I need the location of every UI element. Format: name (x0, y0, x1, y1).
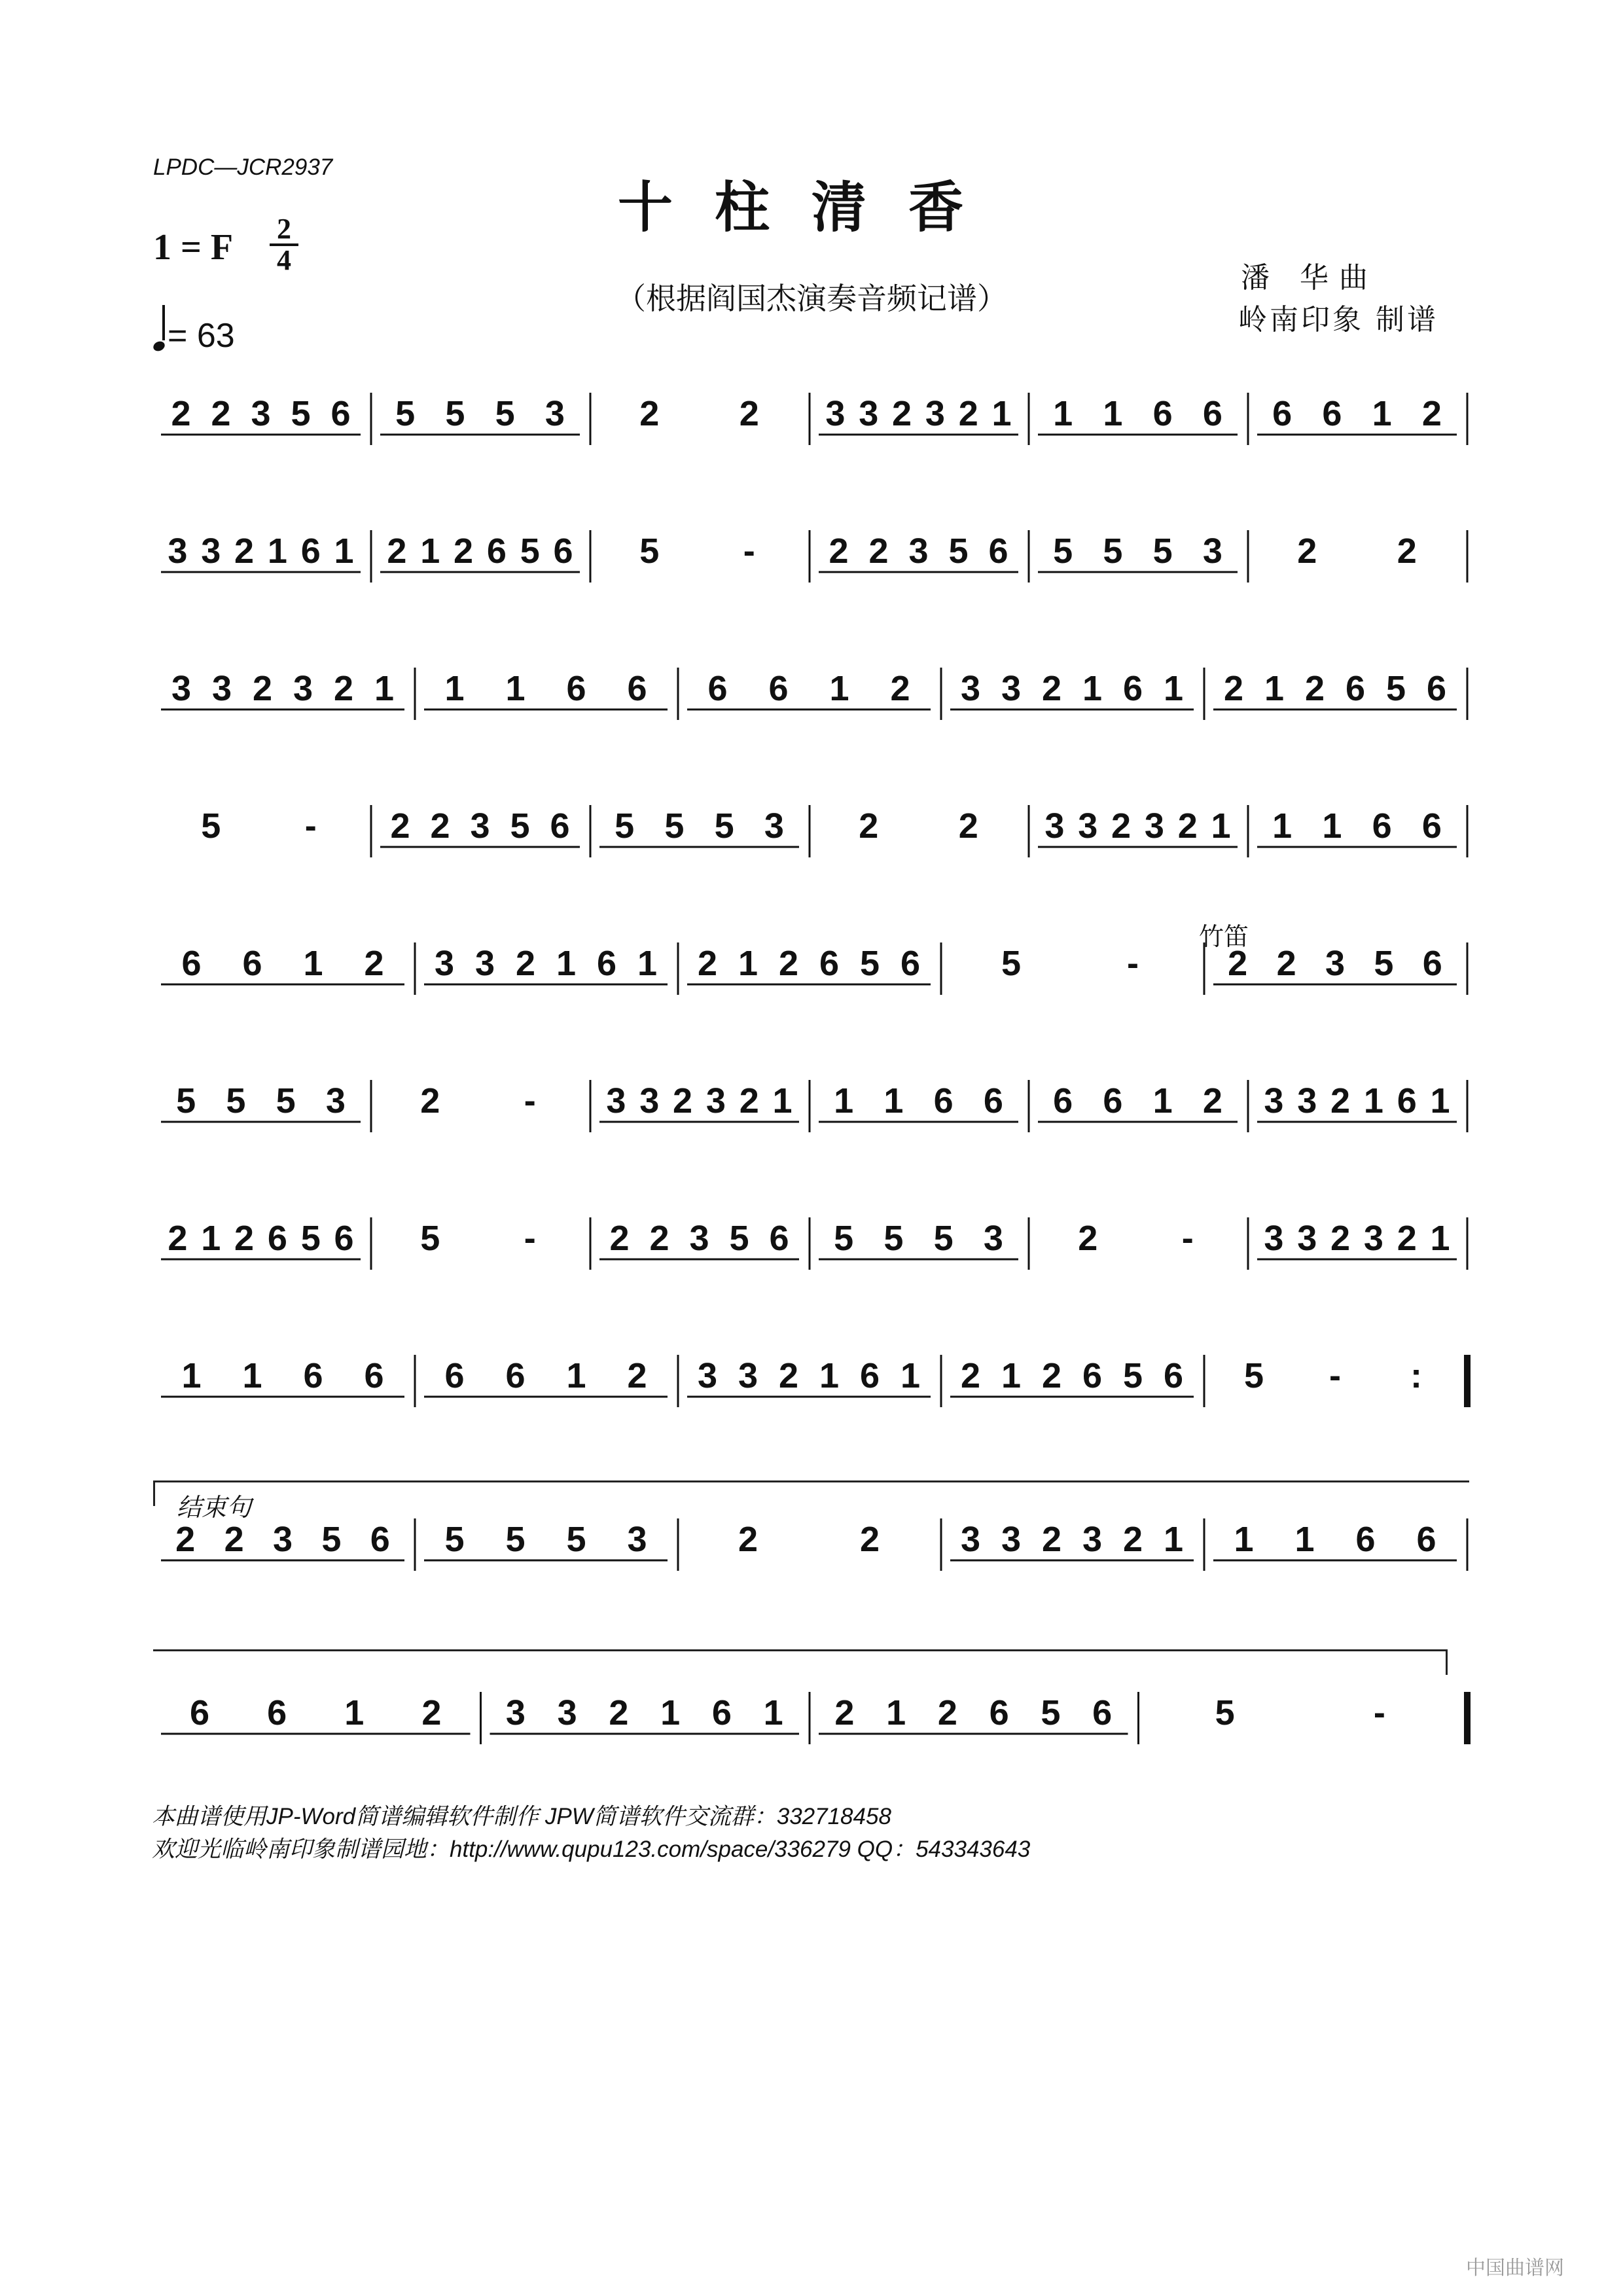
note: 6 (988, 531, 1008, 571)
note: 5 (1122, 1356, 1143, 1395)
note: 3 (293, 669, 313, 708)
note: 2 (890, 669, 910, 708)
note: 3 (908, 531, 929, 571)
note: 5 (445, 394, 465, 433)
note: 2 (673, 1081, 693, 1121)
note: 2 (1397, 531, 1417, 571)
note: 6 (1082, 1356, 1103, 1395)
note: 5 (1243, 1356, 1264, 1395)
note: 2 (1122, 1520, 1143, 1559)
note: 3 (859, 394, 879, 433)
note: 1 (738, 944, 758, 983)
note: 3 (1363, 1219, 1383, 1258)
note: 6 (444, 1356, 465, 1395)
note: 1 (181, 1356, 202, 1395)
note: 5 (834, 1219, 854, 1258)
note: 1 (829, 669, 849, 708)
note: 2 (430, 806, 450, 846)
ending-bracket (153, 1480, 1469, 1506)
note: 2 (958, 394, 978, 433)
note: 6 (900, 944, 921, 983)
note: 1 (444, 669, 465, 708)
note: 1 (1152, 1081, 1173, 1121)
note: 6 (267, 1219, 287, 1258)
note: 2 (421, 1693, 442, 1732)
note: 2 (609, 1219, 630, 1258)
note: 1 (1163, 1520, 1184, 1559)
note: 2 (1228, 944, 1248, 983)
note: 2 (1041, 669, 1062, 708)
note: 6 (242, 944, 262, 983)
note: 2 (420, 1081, 440, 1121)
note: 3 (697, 1356, 718, 1395)
note: 2 (387, 531, 407, 571)
note: 2 (1223, 669, 1244, 708)
note: 6 (1053, 1081, 1073, 1121)
note: 2 (697, 944, 718, 983)
note: 3 (201, 531, 221, 571)
key-signature: 1 = F (153, 227, 234, 268)
note: 6 (1397, 1081, 1417, 1121)
arranger: 岭南印象 制谱 (1238, 303, 1438, 336)
note: 6 (486, 531, 507, 571)
note: - (1373, 1693, 1385, 1732)
note: 5 (714, 806, 734, 846)
note: : (1410, 1356, 1422, 1395)
note: 3 (211, 669, 232, 708)
note: 5 (495, 394, 515, 433)
note: 3 (627, 1520, 647, 1559)
note: 5 (883, 1219, 904, 1258)
note: 6 (1421, 806, 1442, 846)
note: 6 (1416, 1520, 1436, 1559)
note: 2 (937, 1693, 957, 1732)
note: 2 (639, 394, 660, 433)
note: 2 (778, 1356, 799, 1395)
note: 2 (859, 1520, 880, 1559)
note: 2 (454, 531, 474, 571)
note: 1 (1001, 1356, 1022, 1395)
note: 6 (1272, 394, 1293, 433)
note: 3 (1297, 1081, 1317, 1121)
note: 2 (829, 531, 849, 571)
note: 2 (1421, 394, 1442, 433)
note: 6 (769, 1219, 789, 1258)
footer-line-2: 欢迎光临岭南印象制谱园地：http://www.qupu123.com/space/336279 QQ：543343643 (152, 1837, 1031, 1862)
note: 5 (1103, 531, 1123, 571)
note: 6 (370, 1520, 390, 1559)
note: 5 (664, 806, 685, 846)
note: 1 (1163, 669, 1184, 708)
note: - (1329, 1356, 1341, 1395)
note: 6 (334, 1219, 354, 1258)
note: 5 (1215, 1693, 1235, 1732)
note: 6 (1092, 1693, 1113, 1732)
note: 2 (252, 669, 273, 708)
note: 1 (886, 1693, 906, 1732)
note: 6 (364, 1356, 384, 1395)
note: 5 (510, 806, 530, 846)
note: 2 (1041, 1356, 1062, 1395)
note: - (524, 1081, 536, 1121)
note: 6 (190, 1693, 210, 1732)
note: 1 (1082, 669, 1103, 708)
note: 2 (171, 394, 191, 433)
note: 5 (1385, 669, 1406, 708)
note: 5 (1152, 531, 1173, 571)
note: 1 (834, 1081, 854, 1121)
note-stem (162, 305, 165, 340)
note: 6 (1422, 944, 1442, 983)
note: 2 (1111, 806, 1132, 846)
note: 2 (234, 531, 255, 571)
note: 1 (637, 944, 658, 983)
note: 1 (900, 1356, 921, 1395)
time-signature-top: 2 (277, 213, 291, 245)
note: 2 (1078, 1219, 1098, 1258)
note: 2 (1276, 944, 1296, 983)
note: - (524, 1219, 536, 1258)
note: 1 (1363, 1081, 1383, 1121)
note: 5 (1001, 944, 1022, 983)
score-row (154, 386, 1470, 458)
note: 5 (520, 531, 540, 571)
note: 3 (1264, 1219, 1284, 1258)
note: 2 (627, 1356, 647, 1395)
note: 6 (1355, 1520, 1376, 1559)
note: 1 (1234, 1520, 1254, 1559)
note: 2 (364, 944, 384, 983)
note: 3 (474, 944, 495, 983)
note: 6 (550, 806, 570, 846)
note: 6 (553, 531, 573, 571)
note: 6 (1322, 394, 1342, 433)
note: 5 (276, 1081, 296, 1121)
note: 6 (596, 944, 617, 983)
note: 3 (434, 944, 455, 983)
note: 6 (1426, 669, 1447, 708)
note: 5 (933, 1219, 954, 1258)
note: 2 (1297, 531, 1317, 571)
note: 1 (566, 1356, 586, 1395)
note: 1 (1272, 806, 1293, 846)
note: 2 (1202, 1081, 1222, 1121)
note: 1 (1103, 394, 1123, 433)
note: 2 (168, 1219, 188, 1258)
note: 5 (444, 1520, 465, 1559)
time-signature-bottom: 4 (277, 244, 291, 276)
note: 6 (989, 1693, 1009, 1732)
tempo-value: = 63 (168, 317, 235, 355)
note: 1 (883, 1081, 904, 1121)
note: 5 (321, 1520, 342, 1559)
note: 3 (171, 669, 192, 708)
note: 6 (711, 1693, 732, 1732)
note: 6 (1372, 806, 1392, 846)
note: 3 (1001, 1520, 1022, 1559)
note: 6 (983, 1081, 1003, 1121)
note: 5 (1374, 944, 1394, 983)
note: 3 (1325, 944, 1346, 983)
note: 6 (303, 1356, 323, 1395)
note: 2 (892, 394, 912, 433)
note: 3 (606, 1081, 626, 1121)
note: 1 (1053, 394, 1073, 433)
note: 1 (334, 531, 354, 571)
note: 1 (1294, 1520, 1315, 1559)
note: 2 (834, 1693, 855, 1732)
note: 5 (615, 806, 635, 846)
note: 3 (1144, 806, 1164, 846)
note: - (1181, 1219, 1194, 1258)
note: 1 (303, 944, 323, 983)
note: 1 (991, 394, 1012, 433)
note: 1 (420, 531, 440, 571)
note: 2 (333, 669, 354, 708)
note: 6 (505, 1356, 526, 1395)
page-title: 十柱清香 (617, 175, 1005, 240)
note: 3 (544, 394, 565, 433)
note: 6 (707, 669, 728, 708)
note: 6 (181, 944, 202, 983)
note: 6 (1345, 669, 1366, 708)
note: 1 (374, 669, 395, 708)
note: 1 (660, 1693, 681, 1732)
note: 1 (242, 1356, 262, 1395)
note: 5 (639, 531, 660, 571)
note: 2 (778, 944, 799, 983)
note: 3 (983, 1219, 1003, 1258)
note: 2 (868, 531, 889, 571)
subtitle: （根据阎国杰演奏音频记谱） (616, 281, 1007, 316)
score-row (154, 1073, 1470, 1145)
note: 3 (505, 1693, 526, 1732)
note: 1 (1430, 1081, 1450, 1121)
score-row (154, 524, 1470, 596)
note: 5 (226, 1081, 246, 1121)
note: 5 (948, 531, 969, 571)
note: 2 (224, 1520, 244, 1559)
score-row (154, 1211, 1470, 1283)
note: 3 (470, 806, 490, 846)
time-signature (270, 213, 298, 276)
note: 2 (1304, 669, 1325, 708)
note: 2 (958, 806, 978, 846)
note: 2 (234, 1219, 255, 1258)
note: 1 (344, 1693, 365, 1732)
note: 1 (1322, 806, 1342, 846)
score-code: LPDC—JCR2937 (153, 154, 333, 180)
note: 3 (168, 531, 188, 571)
ending-bracket-close (153, 1649, 1448, 1675)
note: 2 (739, 1081, 759, 1121)
note: 2 (609, 1693, 629, 1732)
note: - (1127, 944, 1139, 983)
note: 5 (291, 394, 311, 433)
score-row (154, 1685, 1470, 1757)
note: 6 (300, 531, 321, 571)
note: 1 (1430, 1219, 1450, 1258)
note: 2 (390, 806, 410, 846)
instrument-label: 竹笛 (1199, 922, 1249, 951)
note: 3 (689, 1219, 709, 1258)
note: 5 (859, 944, 880, 983)
score-row (154, 1512, 1470, 1584)
note: 2 (1330, 1081, 1351, 1121)
note: 6 (1122, 669, 1143, 708)
score-row (154, 936, 1470, 1008)
note: 5 (1053, 531, 1073, 571)
note: 5 (395, 394, 416, 433)
ending-label: 结束句 (177, 1493, 252, 1522)
note: 5 (566, 1520, 586, 1559)
note: 6 (819, 944, 840, 983)
note: 5 (1041, 1693, 1061, 1732)
composer: 潘 华曲 (1241, 261, 1378, 295)
note: 2 (738, 1520, 758, 1559)
note: 2 (859, 806, 879, 846)
score-row (154, 1348, 1470, 1420)
note: 3 (705, 1081, 726, 1121)
note: 2 (1041, 1520, 1062, 1559)
note: 3 (1297, 1219, 1317, 1258)
note: 3 (825, 394, 846, 433)
note: 1 (1211, 806, 1231, 846)
note: 6 (1202, 394, 1222, 433)
note: 3 (1044, 806, 1065, 846)
note: 3 (960, 669, 981, 708)
note: 6 (267, 1693, 287, 1732)
note: 3 (1264, 1081, 1284, 1121)
quarter-note-icon (152, 340, 166, 353)
note: 3 (764, 806, 784, 846)
note: 1 (556, 944, 577, 983)
note: 3 (557, 1693, 577, 1732)
note: 1 (1264, 669, 1285, 708)
footer-line-1: 本曲谱使用JP-Word简谱编辑软件制作 JPW简谱软件交流群：332718458 (152, 1804, 891, 1829)
note: 1 (819, 1356, 840, 1395)
note: 5 (505, 1520, 526, 1559)
note: 2 (515, 944, 536, 983)
note: 5 (729, 1219, 749, 1258)
note: 1 (505, 669, 526, 708)
note: 3 (1078, 806, 1098, 846)
tempo-marking (153, 312, 235, 355)
note: 1 (1372, 394, 1392, 433)
note: 3 (738, 1356, 758, 1395)
note: 6 (859, 1356, 880, 1395)
note: 2 (649, 1219, 669, 1258)
note: 6 (768, 669, 789, 708)
note: 3 (272, 1520, 293, 1559)
note: 5 (176, 1081, 196, 1121)
note: 3 (1082, 1520, 1103, 1559)
note: 2 (960, 1356, 981, 1395)
note: 3 (925, 394, 945, 433)
note: 3 (251, 394, 271, 433)
note: 3 (325, 1081, 346, 1121)
note: - (743, 531, 755, 571)
note: 6 (330, 394, 351, 433)
note: 2 (175, 1520, 196, 1559)
note: 3 (639, 1081, 660, 1121)
note: 6 (933, 1081, 954, 1121)
note: 2 (739, 394, 759, 433)
note: 1 (772, 1081, 793, 1121)
note: 2 (1330, 1219, 1351, 1258)
note: 3 (1001, 669, 1022, 708)
note: 1 (201, 1219, 221, 1258)
score-row (154, 798, 1470, 870)
score-row (154, 661, 1470, 733)
note: 6 (1103, 1081, 1123, 1121)
watermark-logo: 中国曲谱网 (1466, 2257, 1564, 2280)
note: 1 (763, 1693, 783, 1732)
note: 5 (420, 1219, 440, 1258)
note: 1 (267, 531, 287, 571)
note: - (304, 806, 317, 846)
note: 2 (1177, 806, 1198, 846)
note: 3 (1202, 531, 1222, 571)
note: 2 (211, 394, 231, 433)
note: 6 (1152, 394, 1173, 433)
note: 3 (960, 1520, 981, 1559)
note: 2 (1397, 1219, 1417, 1258)
note: 6 (566, 669, 586, 708)
note: 5 (201, 806, 221, 846)
note: 6 (1163, 1356, 1184, 1395)
note: 6 (627, 669, 647, 708)
note: 5 (300, 1219, 321, 1258)
